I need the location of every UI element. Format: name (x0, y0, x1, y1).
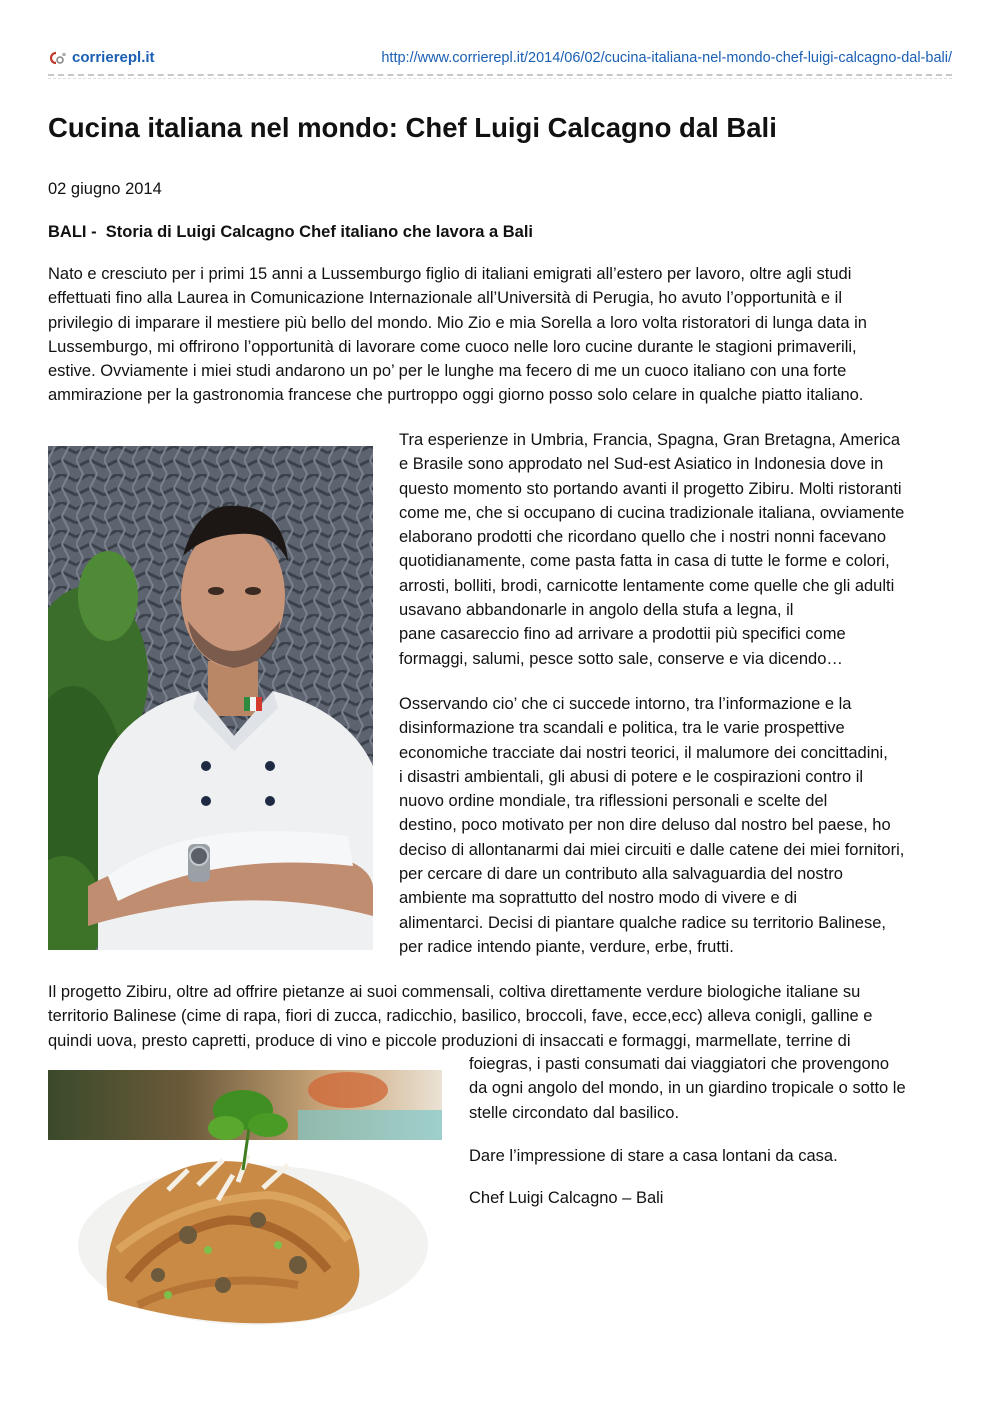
text-line: estive. Ovviamente i miei studi andarono un po’ per le lunghe ma fecero di me un cuoco italiano con una forte (48, 362, 847, 381)
text-line: usavano abbandonarle in angolo della stufa a legna, il (399, 601, 794, 620)
text-line: Il progetto Zibiru, oltre ad offrire pietanze ai suoi commensali, coltiva direttamente verdure biologiche italiane su (48, 983, 861, 1001)
corrierepl-logo-icon (48, 51, 66, 65)
text-line: deciso di allontanarmi dai miei circuiti e dalle catene dei miei fornitori, (399, 840, 905, 859)
text-line: privilegio di imparare il mestiere più bello del mondo. Mio Zio e mia Sorella a loro volta ristoratori di lunga data in (48, 313, 867, 332)
text-line: territorio Balinese (cime di rapa, fiori di zucca, radicchio, basilico, broccoli, fave, ecce,ecc) alleva conigli, galline e (48, 1007, 873, 1026)
text-line: Nato e cresciuto per i primi 15 anni a Lussemburgo figlio di italiani emigrati all’estero per lavoro, oltre agli studi (48, 265, 852, 283)
signature (469, 1186, 663, 1210)
text-line: Tra esperienze in Umbria, Francia, Spagna, Gran Bretagna, America (399, 431, 901, 449)
text-line: stelle circondato dal basilico. (469, 1103, 680, 1122)
page-header (48, 48, 952, 70)
article-date: 02 giugno 2014 (48, 180, 162, 198)
text-line: effettuati fino alla Laurea in Comunicazione Internazionale all’Università di Perugia, ho avuto l’opportunità e il (48, 289, 843, 308)
chef-photo (48, 446, 373, 950)
text-line: destino, poco motivato per non dire deluso dal nostro bel paese, ho (399, 816, 891, 835)
text-line: economiche tracciate dai nostri teorici, il malumore dei concittadini, (399, 743, 888, 762)
text-line: quotidianamente, come pasta fatta in casa di tutte le forme e colori, (399, 552, 890, 571)
pasta-dish-photo (48, 1070, 442, 1332)
intro-paragraph (48, 262, 867, 408)
text-line: pane casareccio fino ad arrivare a prodottii più specifici come (399, 625, 846, 644)
text-line: disinformazione tra scandali e politica, tra le varie prospettive (399, 719, 845, 738)
motivation-paragraph (399, 692, 904, 959)
text-line: formaggi, salumi, pesce sotto sale, conserve e via dicendo… (399, 649, 843, 668)
text-line: Osservando cio’ che ci succede intorno, tra l’informazione e la (399, 695, 852, 713)
text-line: questo momento sto portando avanti il progetto Zibiru. Molti ristoranti (399, 479, 902, 498)
text-line: Chef Luigi Calcagno – Bali (469, 1189, 664, 1207)
text-line: come me, che si occupano di cucina tradizionale italiana, ovviamente (399, 503, 905, 522)
text-line: da ogni angolo del mondo, in un giardino tropicale o sotto le (469, 1079, 906, 1098)
text-line: ammirazione per la gastronomia francese che purtroppo oggi giorno posso solo celare in qualche piatto italiano. (48, 386, 864, 405)
text-line: per cercare di dare un contributo alla salvaguardia del nostro (399, 865, 843, 884)
text-line: quindi uova, presto capretti, produce di vino e piccole produzioni di insaccati e formaggi, marmellate, terrine di (48, 1031, 851, 1050)
text-line: e Brasile sono approdato nel Sud-est Asiatico in Indonesia dove in (399, 455, 884, 474)
text-line: alimentarci. Decisi di piantare qualche radice su territorio Balinese, (399, 913, 886, 932)
article-title: Cucina italiana nel mondo: Chef Luigi Calcagno dal Bali (48, 112, 777, 143)
site-name-link[interactable]: corrierepl.it (72, 49, 155, 66)
text-line: arrosti, bolliti, brodi, carnicotte lentamente come quelle che gli adulti (399, 576, 895, 595)
page-url-link[interactable]: http://www.corrierepl.it/2014/06/02/cucina-italiana-nel-mondo-chef-luigi-calcagno-dal-bali/ (381, 50, 952, 66)
text-line: foiegras, i pasti consumati dai viaggiatori che provengono (469, 1055, 890, 1073)
project-paragraph (48, 980, 872, 1053)
text-line: elaborano prodotti che ricordano quello che i nostri nonni facevano (399, 528, 887, 547)
header-divider-secondary (48, 78, 952, 79)
text-line: ambiente ma soprattutto del nostro modo di vivere e di (399, 889, 798, 908)
project-paragraph-continued (469, 1052, 906, 1125)
experience-paragraph (399, 428, 904, 671)
text-line: per radice intendo piante, verdure, erbe, frutti. (399, 937, 734, 956)
header-divider (48, 74, 952, 76)
text-line: Lussemburgo, mi offrirono l’opportunità di lavorare come cuoco nelle loro cucine durante le stagioni primaverili, (48, 337, 857, 356)
text-line: i disastri ambientali, gli abusi di potere e le cospirazioni contro il (399, 767, 864, 786)
article-subhead: BALI - Storia di Luigi Calcagno Chef italiano che lavora a Bali (48, 223, 534, 241)
text-line: Dare l’impressione di stare a casa lontani da casa. (469, 1147, 838, 1165)
text-line: nuovo ordine mondiale, tra riflessioni personali e scelte del (399, 792, 828, 811)
closing-line (469, 1144, 838, 1168)
